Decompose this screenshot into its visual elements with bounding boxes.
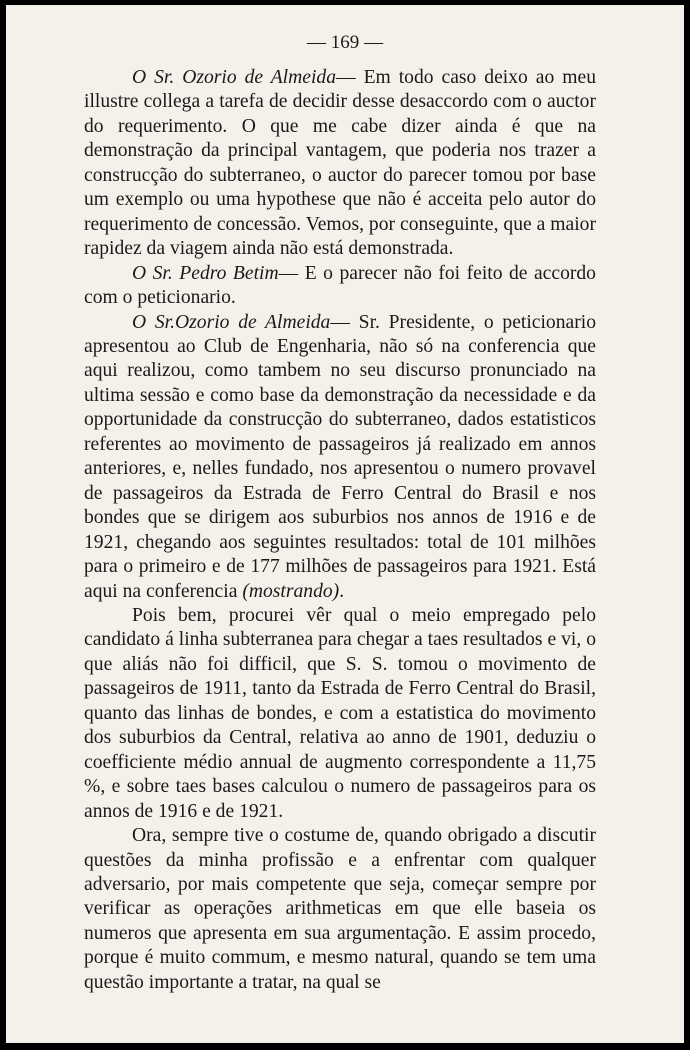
stage-direction: (mostrando) [242, 580, 340, 602]
speech-text: Ora, sempre tive o costume de, quando obrigado a discutir questões da minha profissão e a enfrentar com qualquer adversario, por mais competente que seja, começar sempre por verificar as operações arithmeticas em que elle baseia os numeros que apresenta em sua argumentação. E assim procedo, porque é muito commum, e mesmo natural, quando se tem uma questão importante a tratar, na qual se [84, 825, 596, 993]
book-page [6, 5, 684, 1043]
paragraph-2 [84, 262, 596, 311]
speech-text: — E o parecer não foi feito de accordo com o peticionario. [84, 262, 596, 309]
speaker-name: O Sr. Ozorio de Almeida [132, 67, 337, 88]
paragraph-5 [84, 824, 596, 995]
paragraph-3 [84, 311, 596, 604]
body-text [84, 66, 596, 995]
page-number: — 169 — [307, 32, 383, 53]
paragraph-end: . [339, 580, 345, 602]
paragraph-1 [84, 66, 596, 262]
paragraph-4 [84, 604, 596, 824]
speech-text: Pois bem, procurei vêr qual o meio empregado pelo candidato á linha subterranea para chegar a taes resultados e vi, o que aliás não foi difficil, que S. S. tomou o movimento de passageiros de 1911, tanto da Estrada de Ferro Central do Brasil, quanto das linhas de bondes, e com a estatistica do movimento dos suburbios da Central, relativa ao anno de 1901, deduziu o coefficiente médio annual de augmento correspondente a 11,75 %, e sobre taes bases calculou o numero de passageiros para os annos de 1916 e de 1921. [84, 604, 596, 822]
speaker-name: O Sr. Pedro Betim [132, 262, 279, 284]
speaker-name: O Sr.Ozorio de Almeida [132, 311, 331, 333]
speech-text: — Sr. Presidente, o peticionario apresentou ao Club de Engenharia, não só na conferencia que aqui realizou, como tambem no seu discurso pronunciado na ultima sessão e como base da demonstração da necessidade e da opportunidade da construcção do subterraneo, dados estatisticos referentes ao movimento de passageiros já realizado em annos anteriores, e, nelles fundado, nos apresentou o numero provavel de passageiros da Estrada de Ferro Central do Brasil e nos bondes que se dirigem aos suburbios nos annos de 1916 e de 1921, chegando aos seguintes resultados: total de 101 milhões para o primeiro e de 177 milhões de passageiros para 1921. Está aqui na conferencia [84, 311, 596, 602]
speech-text: — Em todo caso deixo ao meu illustre collega a tarefa de decidir desse desaccordo com o auctor do requerimento. O que me cabe dizer ainda é que na demonstração da principal vantagem, que poderia nos trazer a construcção do subterraneo, o auctor do parecer tomou por base um exemplo ou uma hypothese que não é acceita pelo autor do requerimento de concessão. Vemos, por conseguinte, que a maior rapidez da viagem ainda não está demonstrada. [84, 67, 596, 260]
